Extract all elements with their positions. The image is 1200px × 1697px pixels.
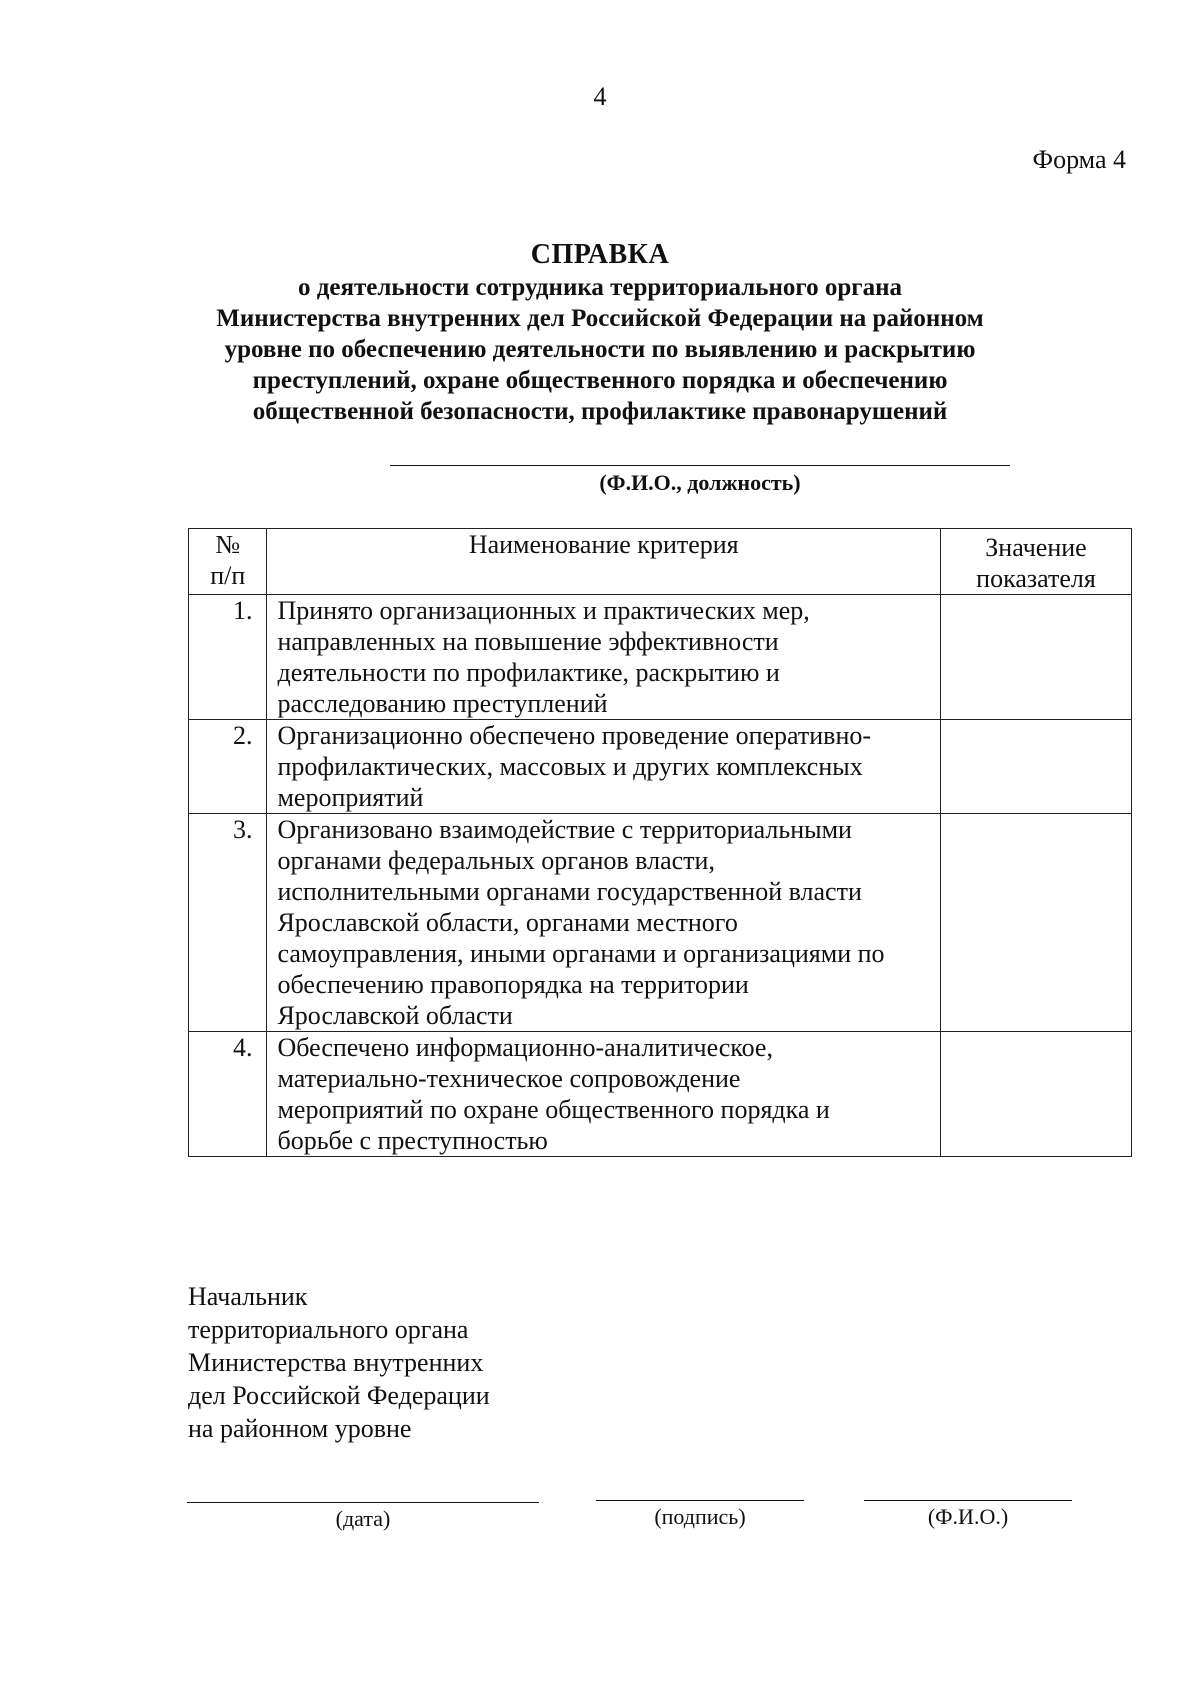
criterion-line: Организационно обеспечено проведение оперативно- xyxy=(277,721,872,750)
table-row xyxy=(189,1032,1132,1157)
row-value-cell[interactable] xyxy=(941,814,1132,1032)
document-title: СПРАВКА xyxy=(530,239,670,270)
criterion-line: борьбе с преступностью xyxy=(277,1126,548,1155)
row-value-cell[interactable] xyxy=(941,595,1132,720)
position-line: Министерства внутренних xyxy=(188,1348,484,1377)
table-row xyxy=(189,814,1132,1032)
row-value-cell[interactable] xyxy=(941,720,1132,814)
row-number: 4. xyxy=(189,1032,267,1157)
header-value-line1: Значение xyxy=(985,533,1087,562)
position-line: территориального органа xyxy=(188,1315,469,1344)
row-criterion xyxy=(267,595,941,720)
header-criterion-label: Наименование критерия xyxy=(468,530,739,559)
signature-caption: (подпись) xyxy=(654,1504,746,1529)
criteria-table xyxy=(188,528,1132,1157)
row-number: 2. xyxy=(189,720,267,814)
title-line: уровне по обеспечению деятельности по выявлению и раскрытию xyxy=(224,336,976,363)
position-line: дел Российской Федерации xyxy=(188,1381,490,1410)
criterion-line: расследованию преступлений xyxy=(277,689,608,718)
position-line: на районном уровне xyxy=(188,1414,412,1443)
date-field-line[interactable] xyxy=(187,1502,539,1503)
criterion-line: Обеспечено информационно-аналитическое, xyxy=(277,1033,773,1062)
signature-position-block xyxy=(188,1280,490,1445)
criterion-line: мероприятий xyxy=(277,783,424,812)
header-value-line2: показателя xyxy=(976,564,1096,593)
date-caption: (дата) xyxy=(335,1506,391,1531)
criterion-line: деятельности по профилактике, раскрытию и xyxy=(277,658,780,687)
title-line: общественной безопасности, профилактике правонарушений xyxy=(252,398,948,425)
fio-caption: (Ф.И.О.) xyxy=(927,1504,1009,1529)
criterion-line: Принято организационных и практических мер, xyxy=(277,596,810,625)
title-line: о деятельности сотрудника территориального органа xyxy=(297,274,903,301)
title-line: преступлений, охране общественного порядка и обеспечению xyxy=(252,367,948,394)
criterion-line: Организовано взаимодействие с территориальными xyxy=(277,815,852,844)
signature-field-line[interactable] xyxy=(596,1500,804,1501)
criterion-line: исполнительными органами государственной власти xyxy=(277,877,862,906)
row-criterion xyxy=(267,814,941,1032)
fio-position-caption: (Ф.И.О., должность) xyxy=(599,470,801,495)
row-criterion xyxy=(267,720,941,814)
table-row xyxy=(189,720,1132,814)
row-value-cell[interactable] xyxy=(941,1032,1132,1157)
form-label: Форма 4 xyxy=(1032,145,1126,174)
header-number-abbrev: п/п xyxy=(210,561,246,590)
criterion-line: Ярославской области xyxy=(277,1001,513,1030)
page-number: 4 xyxy=(593,82,607,111)
header-number xyxy=(189,529,267,595)
criterion-line: органами федеральных органов власти, xyxy=(277,846,715,875)
row-number: 1. xyxy=(189,595,267,720)
row-criterion xyxy=(267,1032,941,1157)
criterion-line: профилактических, массовых и других комплексных xyxy=(277,752,863,781)
criterion-line: направленных на повышение эффективности xyxy=(277,627,779,656)
title-line: Министерства внутренних дел Российской Федерации на районном xyxy=(216,305,984,332)
row-number: 3. xyxy=(189,814,267,1032)
criterion-line: мероприятий по охране общественного порядка и xyxy=(277,1095,830,1124)
document-title-block xyxy=(150,238,1050,427)
criterion-line: Ярославской области, органами местного xyxy=(277,908,738,937)
fio-position-underline xyxy=(390,465,1010,466)
position-line: Начальник xyxy=(188,1282,308,1311)
criterion-line: обеспечению правопорядка на территории xyxy=(277,970,749,999)
header-criterion-name xyxy=(267,529,941,595)
fio-field-line[interactable] xyxy=(864,1500,1072,1501)
table-row xyxy=(189,595,1132,720)
header-indicator-value xyxy=(941,529,1132,595)
header-number-symbol: № xyxy=(215,530,241,559)
criterion-line: материально-техническое сопровождение xyxy=(277,1064,741,1093)
criterion-line: самоуправления, иными органами и организациями по xyxy=(277,939,885,968)
table-header-row xyxy=(189,529,1132,595)
